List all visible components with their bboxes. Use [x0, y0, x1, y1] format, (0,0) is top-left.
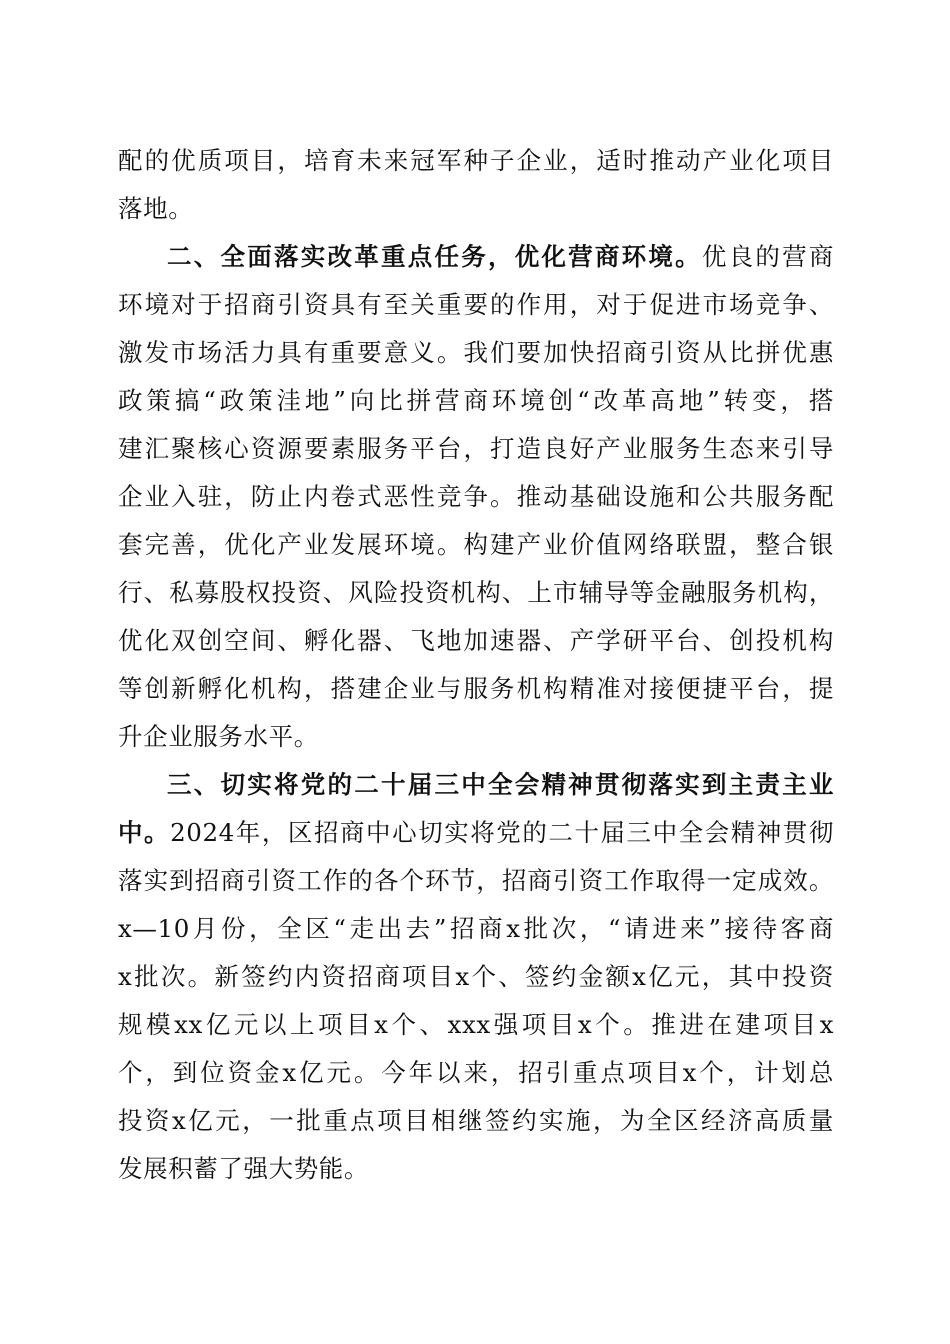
- paragraph-line: 投资x亿元，一批重点项目相继签约实施，为全区经济高质量: [118, 1106, 834, 1135]
- paragraph-line: 落地。: [118, 194, 194, 223]
- paragraph-line: 配的优质项目，培育未来冠军种子企业，适时推动产业化项目: [118, 146, 834, 175]
- paragraph-line: 发展积蓄了强大势能。: [118, 1154, 369, 1183]
- section-3-first-line: [118, 817, 834, 849]
- paragraph-line: x批次。新签约内资招商项目x个、签约金额x亿元，其中投资: [118, 962, 834, 991]
- section-2-heading: 二、全面落实改革重点任务，优化营商环境。: [167, 242, 702, 271]
- paragraph-line: 企业入驻，防止内卷式恶性竞争。推动基础设施和公共服务配: [118, 482, 834, 511]
- paragraph-line: 行、私募股权投资、风险投资机构、上市辅导等金融服务机构，: [118, 578, 834, 607]
- paragraph-line: x—10月份，全区“走出去”招商x批次，“请进来”接待客商: [118, 914, 834, 943]
- paragraph-line: 优化双创空间、孵化器、飞地加速器、产学研平台、创投机构: [118, 626, 834, 655]
- section-2-text: 优良的营商: [701, 242, 835, 271]
- section-3-heading-end: 中。: [118, 818, 171, 847]
- paragraph-line: 等创新孵化机构，搭建企业与服务机构精准对接便捷平台，提: [118, 674, 834, 703]
- paragraph-line: 环境对于招商引资具有至关重要的作用，对于促进市场竞争、: [118, 290, 834, 319]
- section-3-text: 2024年，区招商中心切实将党的二十届三中全会精神贯彻: [170, 818, 834, 847]
- paragraph-line: 升企业服务水平。: [118, 722, 319, 751]
- section-2-first-line: [167, 241, 834, 273]
- paragraph-line: 激发市场活力具有重要意义。我们要加快招商引资从比拼优惠: [118, 338, 834, 367]
- paragraph-line: 个，到位资金x亿元。今年以来，招引重点项目x个，计划总: [118, 1058, 834, 1087]
- paragraph-line: 规模xx亿元以上项目x个、xxx强项目x个。推进在建项目x: [118, 1010, 834, 1039]
- paragraph-line: 政策搞“政策洼地”向比拼营商环境创“改革高地”转变，搭: [118, 386, 834, 415]
- paragraph-line: 落实到招商引资工作的各个环节，招商引资工作取得一定成效。: [118, 866, 834, 895]
- paragraph-line: 套完善，优化产业发展环境。构建产业价值网络联盟，整合银: [118, 530, 834, 559]
- paragraph-line: 建汇聚核心资源要素服务平台，打造良好产业服务生态来引导: [118, 434, 834, 463]
- section-3-heading: 三、切实将党的二十届三中全会精神贯彻落实到主责主业: [167, 770, 834, 799]
